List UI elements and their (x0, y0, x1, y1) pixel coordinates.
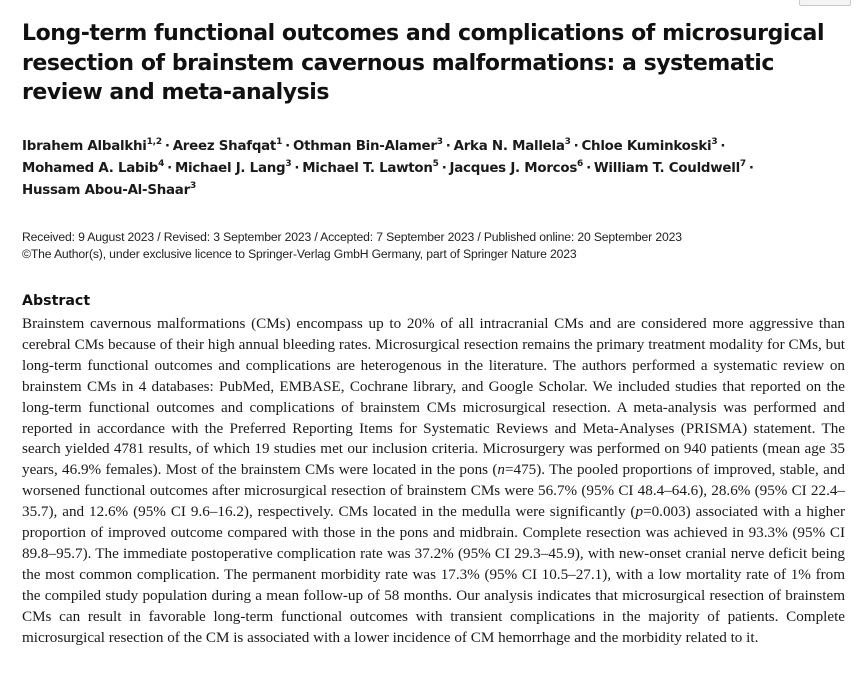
author-list (22, 136, 848, 202)
author-name: Areez Shafqat (172, 139, 277, 154)
author-name: Mohamed A. Labib (22, 161, 159, 176)
author-affiliation: 3 (189, 180, 196, 191)
abstract-text (22, 314, 845, 649)
author[interactable] (172, 136, 283, 154)
author-name: Ibrahem Albalkhi (22, 139, 147, 154)
author-separator: · (748, 161, 754, 176)
author-name: Hussam Abou-Al-Shaar (22, 183, 190, 198)
author-affiliation: 3 (436, 136, 443, 147)
author[interactable] (449, 158, 584, 176)
abstract-segment: =475). The pooled proportions of improved, stable, and worsened functional outcomes after microsurgical resection of brainstem CMs were 56.7% (95% CI 48.4–64.6), 28.6% (95% CI 22.4–35.7), and 12.6% (95% CI 9.6–16.2), respectively. CMs located in the medulla were significantly ( (22, 461, 845, 521)
author-separator: · (164, 139, 170, 154)
author-affiliation: 4 (158, 158, 165, 169)
author[interactable] (581, 136, 718, 154)
abstract-heading: Abstract (22, 293, 91, 309)
author-affiliation: 3 (285, 158, 292, 169)
author[interactable] (174, 158, 292, 176)
author-name: Chloe Kuminkoski (581, 139, 712, 154)
article-history (22, 229, 848, 263)
top-right-badge (799, 0, 851, 6)
author-name: Michael J. Lang (174, 161, 286, 176)
author-name: Michael T. Lawton (302, 161, 433, 176)
author-separator: · (441, 161, 447, 176)
abstract-segment: =0.003) associated with a higher proportion of improved outcome compared with those in the pons and midbrain. Complete resection was achieved in 93.3% (95% CI 89.8–95.7). The immediate postoperative complication rate was 37.2% (95% CI 29.3–45.9), with new-onset cranial nerve deficit being the most common complication. The permanent morbidity rate was 17.3% (95% CI 10.5–27.1), with a low mortality rate of 1% from the compiled study population during a mean follow-up of 58 months. Our analysis indicates that microsurgical resection of brainstem CMs can result in favorable long-term functional outcomes with transient complications in the majority of patients. Complete microsurgical resection of the CM is associated with a lower incidence of CM hemorrhage and the morbidity related to it. (22, 503, 845, 646)
author-affiliation: 1,2 (146, 136, 162, 147)
author-name: Othman Bin-Alamer (292, 139, 437, 154)
author[interactable] (22, 136, 162, 154)
copyright-notice: ©The Author(s), under exclusive licence to Springer-Verlag GmbH Germany, part of Springer Nature 2023 (22, 247, 577, 261)
author-separator: · (573, 139, 579, 154)
author-name: Arka N. Mallela (453, 139, 565, 154)
author-separator: · (167, 161, 172, 176)
author-separator: · (285, 139, 290, 154)
author-affiliation: 6 (577, 158, 584, 169)
author-name: Jacques J. Morcos (449, 161, 578, 176)
author-separator: · (720, 139, 726, 154)
author[interactable] (22, 180, 196, 198)
author[interactable] (593, 158, 746, 176)
abstract-segment: Brainstem cavernous malformations (CMs) encompass up to 20% of all intracranial CMs and are considered more aggressive than cerebral CMs because of their high annual bleeding rates. Microsurgical resection remains the primary treatment modality for CMs, but long-term functional outcomes and complications are heterogenous in the literature. The authors performed a systematic review on brainstem CMs in 4 databases: PubMed, EMBASE, Cochrane library, and Google Scholar. We included studies that reported on the long-term functional outcomes and complications of brainstem CMs microsurgical resection. A meta-analysis was performed and reported in accordance with the Preferred Reporting Items for Systematic Reviews and Meta-Analyses (PRISMA) statement. The search yielded 4781 results, of which 19 studies met our inclusion criteria. Microsurgery was performed on 940 patients (mean age 35 years, 46.9% females). Most of the brainstem CMs were located in the pons ( (22, 315, 845, 479)
author-separator: · (445, 139, 451, 154)
publication-dates: Received: 9 August 2023 / Revised: 3 September 2023 / Accepted: 7 September 2023 / Published online: 20 September 2023 (22, 230, 682, 244)
abstract-variable-p: p (635, 503, 644, 521)
author-affiliation: 3 (711, 136, 718, 147)
article-title: Long-term functional outcomes and complications of microsurgical resection of brainstem cavernous malformations: a systematic review and meta-analysis (22, 21, 825, 105)
author[interactable] (292, 136, 443, 154)
author[interactable] (22, 158, 165, 176)
author-separator: · (586, 161, 591, 176)
author-affiliation: 3 (564, 136, 571, 147)
author[interactable] (453, 136, 571, 154)
author[interactable] (302, 158, 439, 176)
author-affiliation: 5 (432, 158, 439, 169)
author-affiliation: 7 (739, 158, 746, 169)
author-separator: · (294, 161, 300, 176)
author-affiliation: 1 (276, 136, 283, 147)
author-name: William T. Couldwell (593, 161, 740, 176)
abstract-variable-n: n (497, 461, 505, 479)
